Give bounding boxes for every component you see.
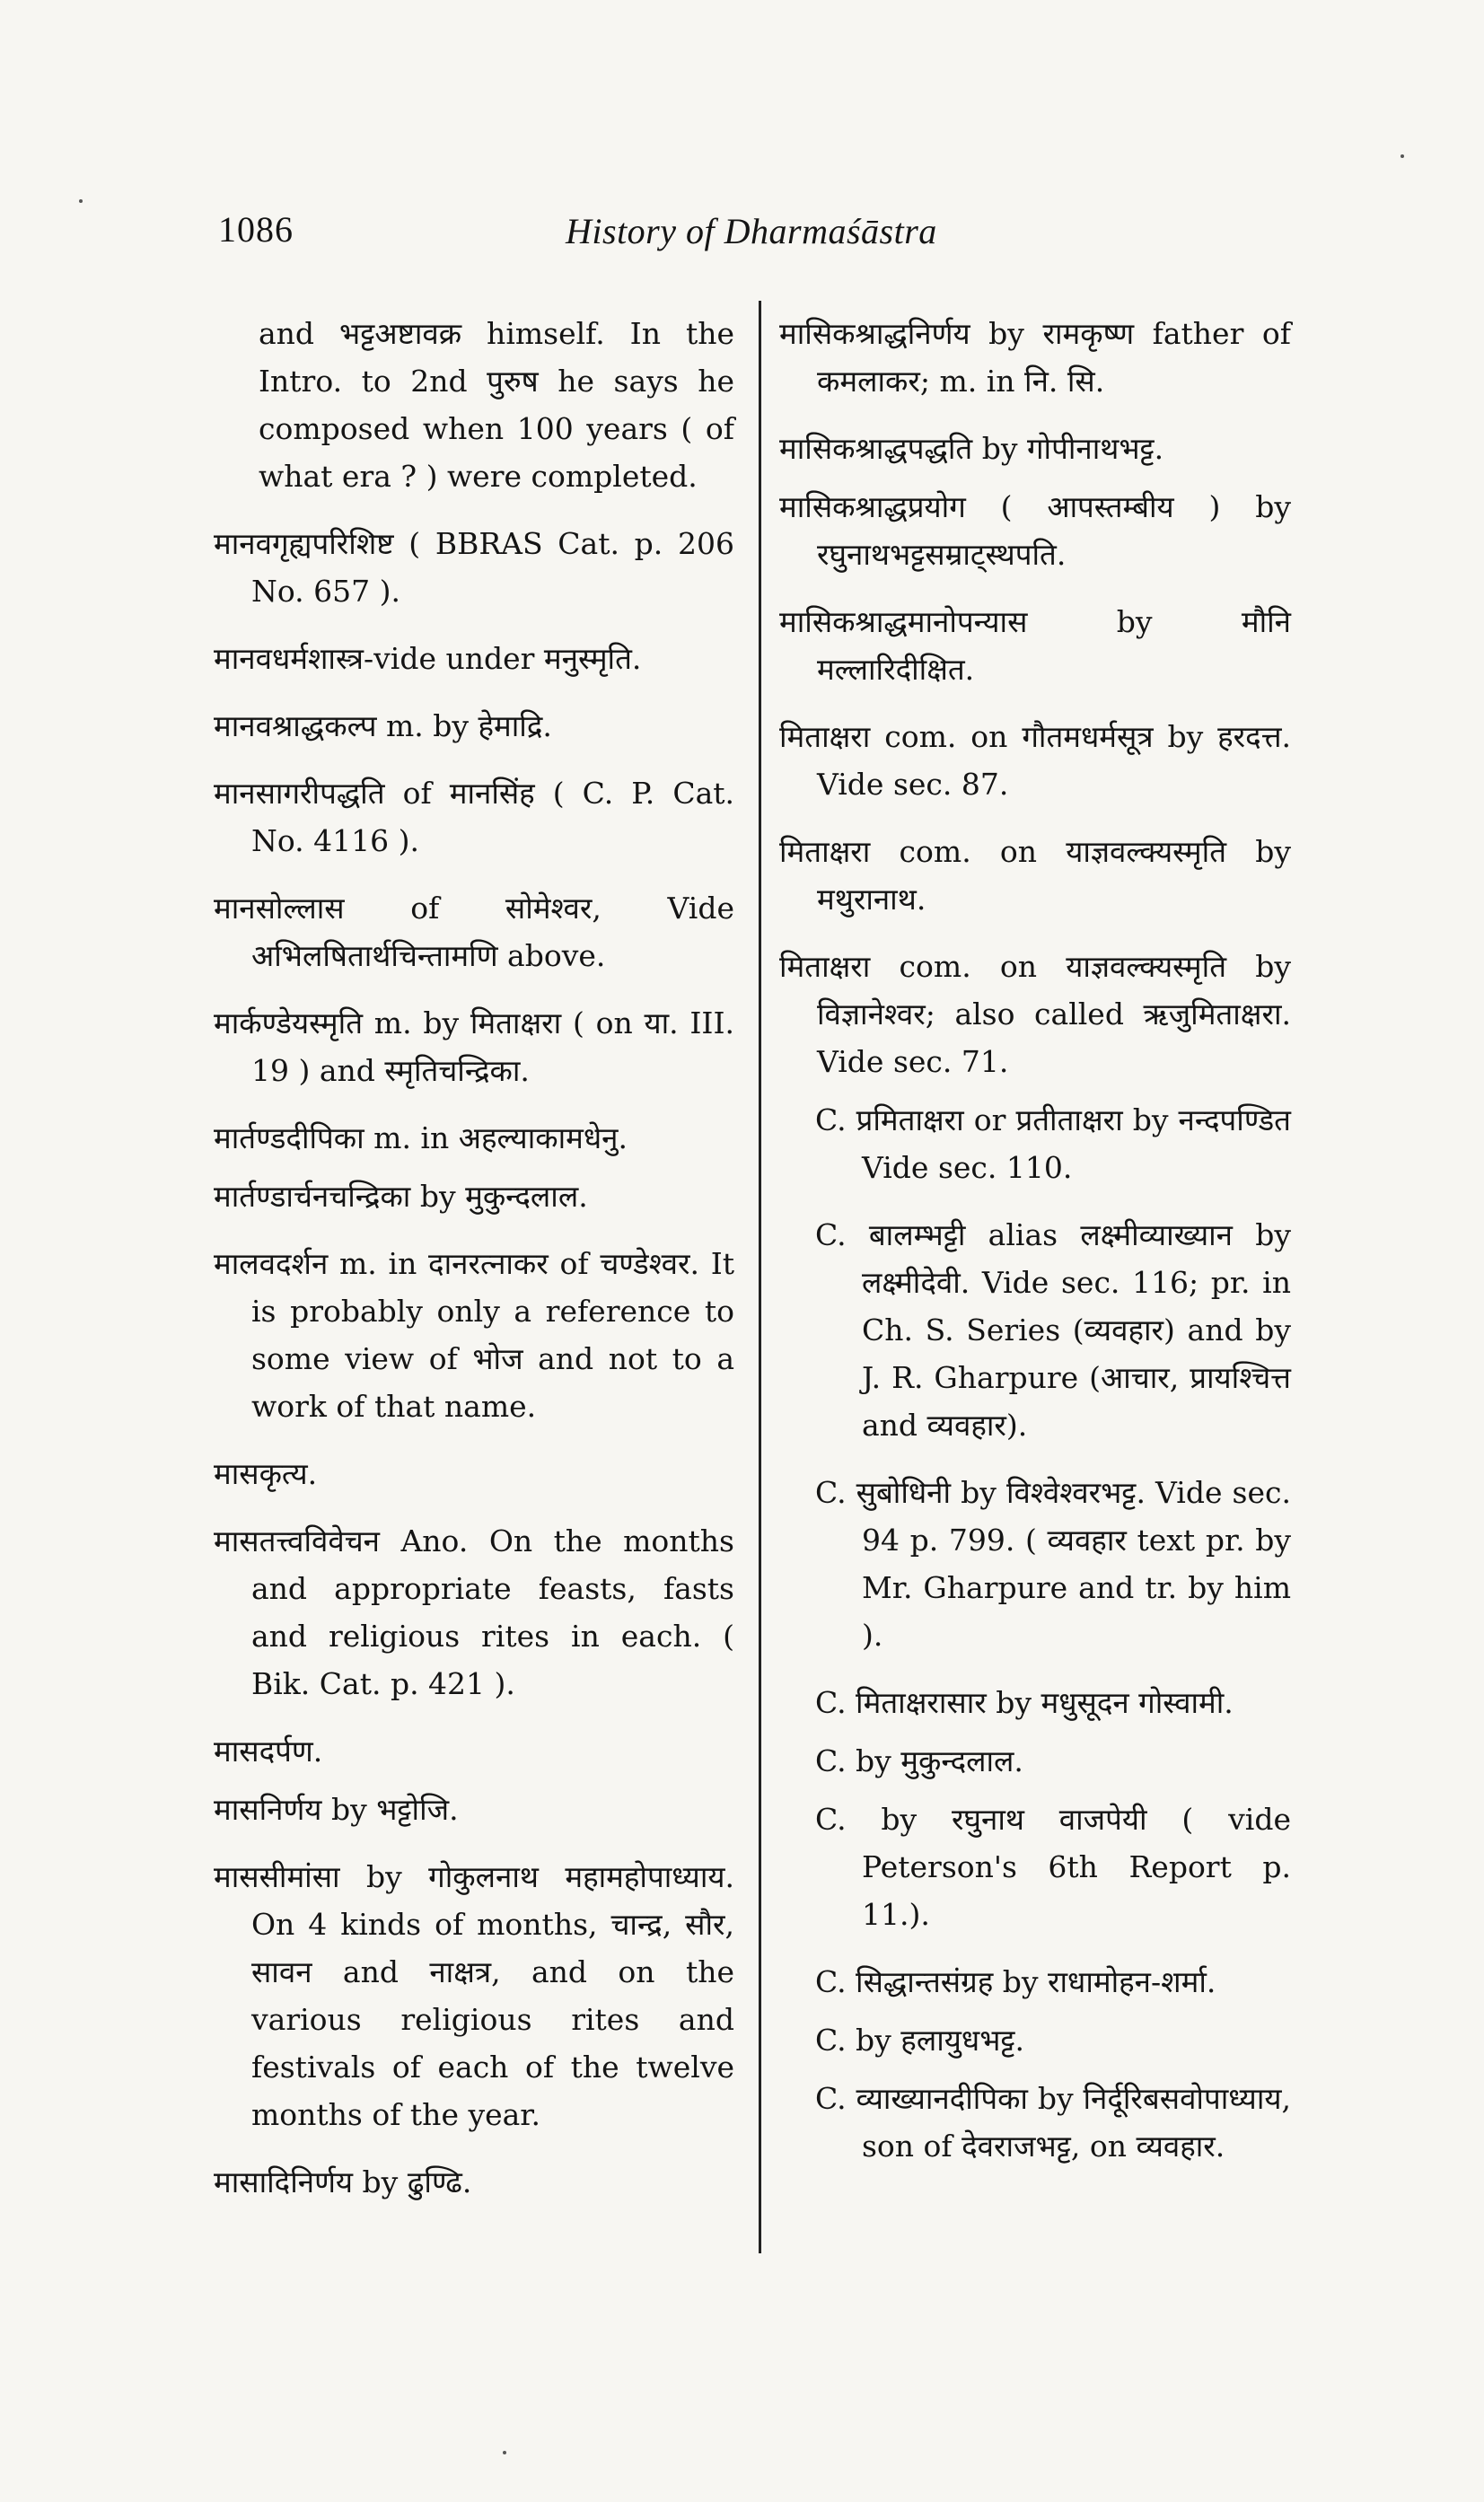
commentary-vyakhyanadipika: C. व्याख्यानदीपिका by निर्दूरिबसवोपाध्याय, son of देवराजभट्ट, on व्यवहार.	[815, 2081, 1291, 2164]
commentary-halayudha: C. by हलायुधभट्ट.	[815, 2023, 1025, 2058]
entry-continuation: and भट्टअष्टावक्र himself. In the Intro. to 2nd पुरुष he says he composed when 100 years ( of what era ? ) were completed.	[259, 316, 734, 494]
commentary-pramitaksara: C. प्रमिताक्षरा or प्रतीताक्षरा by नन्दपण्डित Vide sec. 110.	[815, 1102, 1291, 1185]
entry-mitaksara-mathuranatha: मिताक्षरा com. on याज्ञवल्क्यस्मृति by मथुरानाथ.	[779, 834, 1291, 917]
entry-markandeyasmrti: मार्कण्डेयस्मृति m. by मिताक्षरा ( on या. III. 19 ) and स्मृतिचन्द्रिका.	[214, 1005, 734, 1088]
commentary-raghunatha: C. by रघुनाथ वाजपेयी ( vide Peterson's 6th Report p. 11.).	[815, 1802, 1291, 1932]
commentary-balambhatti: C. बालम्भट्टी alias लक्ष्मीव्याख्यान by लक्ष्मीदेवी. Vide sec. 116; pr. in Ch. S. Series (व्यवहार) and by J. R. Gharpure (आचार, प्रायश्चित्त and व्यवहार).	[815, 1217, 1291, 1443]
entry-masatattvavivecana: मासतत्त्वविवेचन Ano. On the months and appropriate feasts, fasts and religious rites in each. ( Bik. Cat. p. 421 ).	[214, 1523, 734, 1701]
entry-masakrtya: मासकृत्य.	[214, 1456, 318, 1491]
entry-manavadharmasastra: मानवधर्मशास्त्र-vide under मनुस्मृति.	[214, 641, 642, 676]
entry-manasagaripaddhati: मानसागरीपद्धति of मानसिंह ( C. P. Cat. No. 4116 ).	[214, 776, 734, 858]
entry-manasollasa: मानसोल्लास of सोमेश्वर, Vide अभिलषितार्थचिन्तामणि above.	[214, 891, 734, 973]
entry-malavadarsana: मालवदर्शन m. in दानरत्नाकर of चण्डेश्वर. It is probably only a reference to some view of भोज and not to a work of that name.	[214, 1246, 734, 1424]
entry-martandarcanacandrika: मार्तण्डार्चनचन्द्रिका by मुकुन्दलाल.	[214, 1179, 588, 1214]
running-title: History of Dharmaśāstra	[566, 211, 937, 251]
entry-mitaksara-vijnanesvara: मिताक्षरा com. on याज्ञवल्क्यस्मृति by विज्ञानेश्वर; also called ऋजुमिताक्षरा. Vide sec. 71.	[779, 949, 1291, 1079]
entry-masikasraddhaprayoga: मासिकश्राद्धप्रयोग ( आपस्तम्बीय ) by रघुनाथभट्टसम्राट्स्थपति.	[779, 489, 1291, 572]
commentary-siddhantasangraha: C. सिद्धान्तसंग्रह by राधामोहन-शर्मा.	[815, 1964, 1216, 1999]
entry-masikasraddhamanopanyasa: मासिकश्राद्धमानोपन्यास by मौनि मल्लारिदीक्षित.	[779, 604, 1291, 687]
column-divider	[759, 301, 761, 2253]
page-number: 1086	[218, 209, 294, 250]
entry-manavasraddhakalpa: मानवश्राद्धकल्प m. by हेमाद्रि.	[214, 708, 552, 743]
entry-masikasraddhapaddhati: मासिकश्राद्धपद्धति by गोपीनाथभट्ट.	[779, 431, 1164, 466]
commentary-subodhini: C. सुबोधिनी by विश्वेश्वरभट्ट. Vide sec. 94 p. 799. ( व्यवहार text pr. by Mr. Gharpure and tr. by him ).	[815, 1475, 1291, 1653]
scan-speck	[503, 2451, 506, 2454]
left-column	[214, 310, 734, 2225]
entry-martandadipika: मार्तण्डदीपिका m. in अहल्याकामधेनु.	[214, 1120, 628, 1155]
entry-masikasraddhanirnaya: मासिकश्राद्धनिर्णय by रामकृष्ण father of कमलाकर; m. in नि. सि.	[779, 316, 1291, 399]
commentary-mitaksarasara: C. मिताक्षरासार by मधुसूदन गोस्वामी.	[815, 1685, 1234, 1720]
entry-mitaksara-gautama: मिताक्षरा com. on गौतमधर्मसूत्र by हरदत्त. Vide sec. 87.	[779, 719, 1291, 802]
entry-masadinirnaya: मासादिनिर्णय by ढुण्ढि.	[214, 2164, 472, 2199]
entry-masanirnaya: मासनिर्णय by भट्टोजि.	[214, 1792, 459, 1827]
commentary-mukundalala: C. by मुकुन्दलाल.	[815, 1743, 1023, 1778]
entry-masamimamsa: माससीमांसा by गोकुलनाथ महामहोपाध्याय. On 4 kinds of months, चान्द्र, सौर, सावन and नाक्षत्र, and on the various religious rites and festivals of each of the twelve months of the year.	[214, 1859, 734, 2132]
entry-manavagrhyaparisista: मानवगृह्यपरिशिष्ट ( BBRAS Cat. p. 206 No. 657 ).	[214, 526, 734, 609]
scan-speck	[1401, 154, 1404, 158]
scan-speck	[79, 199, 83, 203]
entry-masadarpana: मासदर्पण.	[214, 1734, 323, 1769]
right-column	[779, 310, 1291, 2190]
